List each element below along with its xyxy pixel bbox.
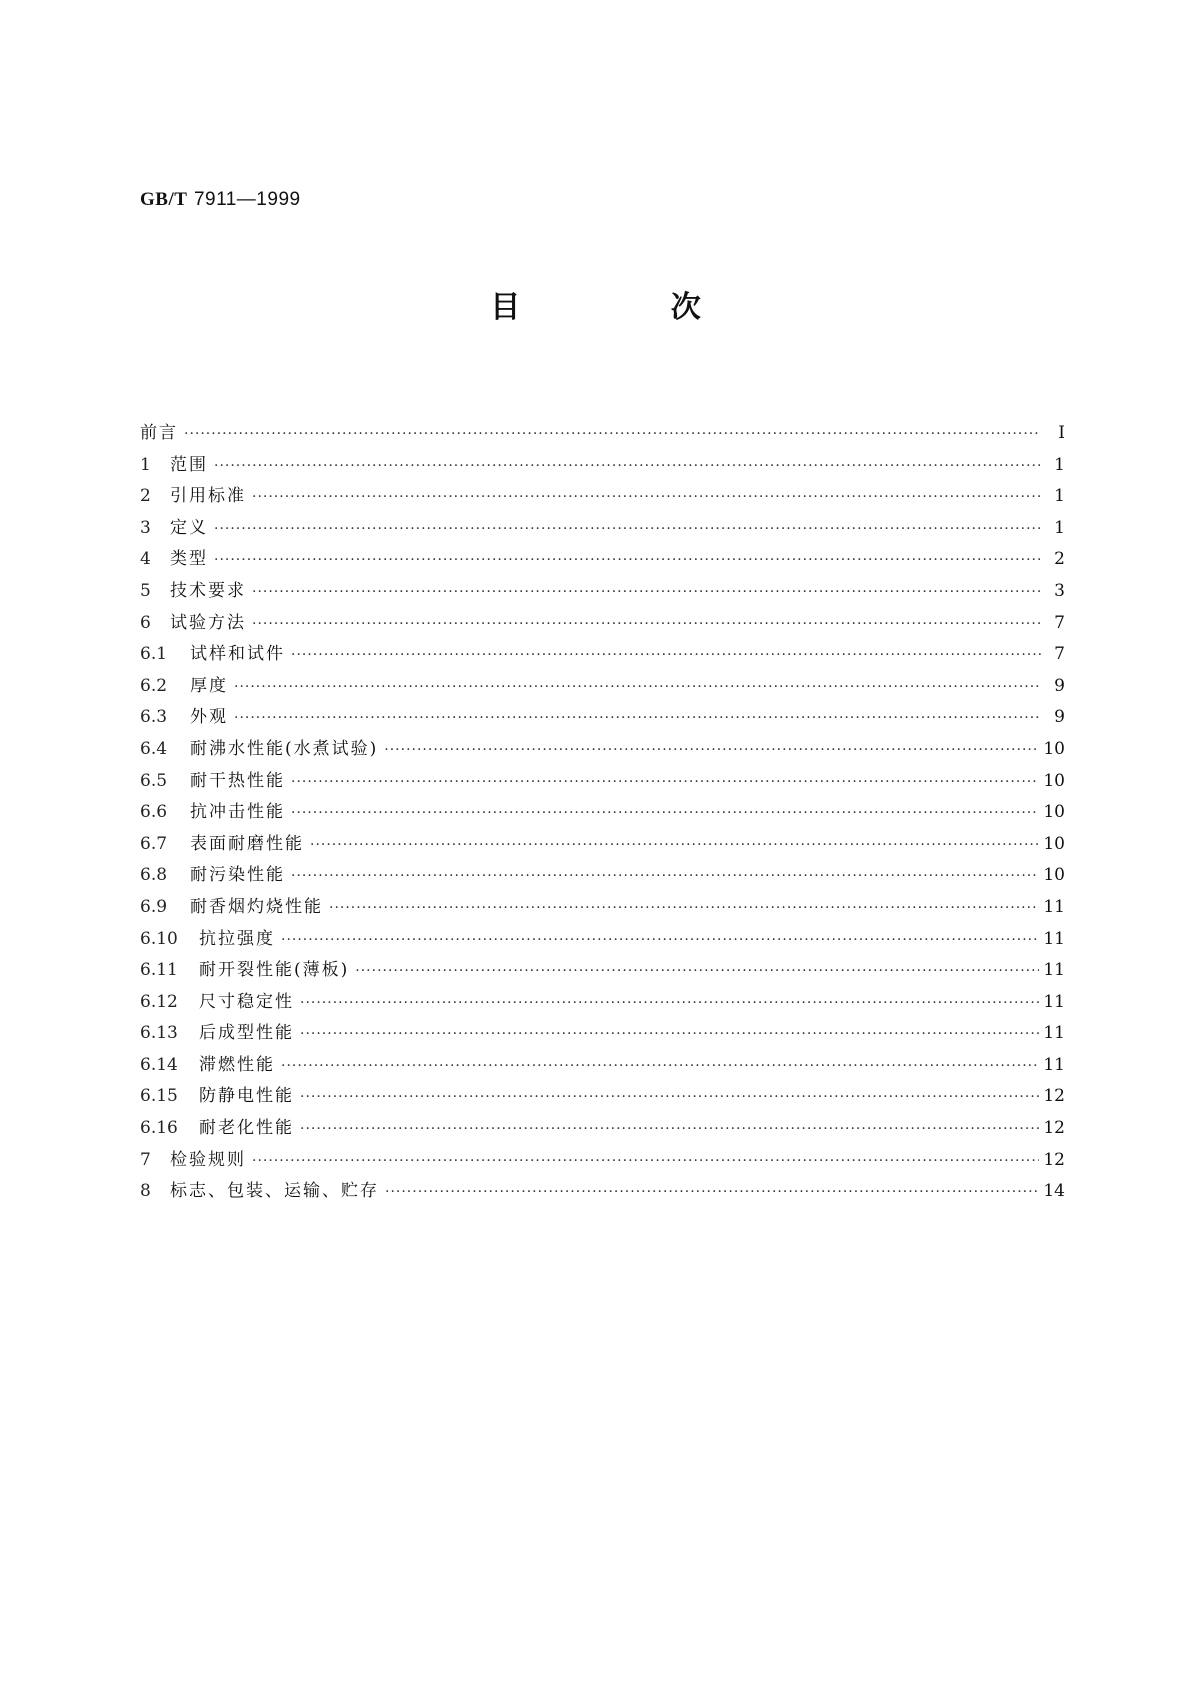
toc-entry[interactable]: [140, 797, 1065, 829]
toc-entry-page: 10: [1043, 833, 1065, 854]
toc-entry[interactable]: [140, 892, 1065, 924]
toc-entry[interactable]: [140, 1081, 1065, 1113]
toc-entry-label: 抗拉强度: [199, 928, 275, 949]
toc-entry-label: 抗冲击性能: [190, 802, 285, 823]
toc-entry-page: 11: [1043, 960, 1065, 981]
toc-dot-leader: [281, 932, 1039, 948]
toc-entry-label: 耐干热性能: [190, 770, 285, 791]
toc-entry[interactable]: [140, 829, 1065, 861]
toc-entry-label: 防静电性能: [199, 1086, 294, 1107]
toc-entry-page: 12: [1043, 1086, 1065, 1107]
toc-entry-page: 1: [1054, 486, 1065, 507]
toc-entry-label: 检验规则: [170, 1149, 246, 1170]
standard-code: [140, 188, 301, 211]
toc-entry-number: 6.15: [140, 1086, 178, 1107]
toc-entry[interactable]: [140, 576, 1065, 608]
toc-entry-number: 6.11: [140, 960, 178, 981]
toc-entry-label: 范围: [170, 454, 208, 475]
toc-entry-page: 9: [1054, 707, 1065, 728]
toc-entry[interactable]: [140, 1145, 1065, 1177]
toc-entry[interactable]: [140, 955, 1065, 987]
toc-entry-number: 7: [140, 1149, 151, 1170]
toc-entry-page: 10: [1043, 865, 1065, 886]
toc-entry-label: 耐香烟灼烧性能: [190, 896, 323, 917]
toc-entry[interactable]: [140, 1176, 1065, 1208]
toc-entry-label: 耐污染性能: [190, 865, 285, 886]
toc-entry-page: 12: [1043, 1149, 1065, 1170]
toc-entry-number: 6.5: [140, 770, 168, 791]
toc-entry-label: 耐老化性能: [199, 1118, 294, 1139]
toc-entry-number: 6.14: [140, 1054, 178, 1075]
toc-dot-leader: [252, 616, 1041, 632]
toc-entry-label: 耐开裂性能(薄板): [199, 960, 350, 981]
toc-dot-leader: [234, 710, 1041, 726]
toc-entry[interactable]: [140, 924, 1065, 956]
toc-entry[interactable]: [140, 481, 1065, 513]
toc-entry-page: 7: [1054, 612, 1065, 633]
table-of-contents: [140, 418, 1065, 1208]
toc-entry-page: I: [1058, 423, 1065, 443]
toc-dot-leader: [291, 774, 1039, 790]
toc-entry-number: 6.9: [140, 896, 168, 917]
toc-entry[interactable]: [140, 450, 1065, 482]
toc-entry[interactable]: [140, 1050, 1065, 1082]
toc-entry[interactable]: [140, 1113, 1065, 1145]
toc-entry-page: 11: [1043, 928, 1065, 949]
toc-entry-label: 表面耐磨性能: [190, 833, 304, 854]
toc-entry-label: 厚度: [190, 675, 228, 696]
toc-entry-label: 滞燃性能: [199, 1054, 275, 1075]
toc-dot-leader: [214, 521, 1041, 537]
toc-entry-number: 6.13: [140, 1023, 178, 1044]
toc-dot-leader: [384, 742, 1039, 758]
toc-entry-number: 6.7: [140, 833, 168, 854]
toc-entry-page: 1: [1054, 454, 1065, 475]
toc-dot-leader: [300, 1026, 1039, 1042]
toc-entry-number: 6.6: [140, 802, 168, 823]
toc-dot-leader: [214, 552, 1041, 568]
standard-prefix: GB/T: [140, 189, 188, 210]
toc-entry-label: 类型: [170, 549, 208, 570]
toc-dot-leader: [329, 900, 1039, 916]
toc-entry-number: 5: [140, 580, 151, 601]
standard-number: 7911—1999: [193, 189, 301, 210]
toc-entry-page: 1: [1054, 517, 1065, 538]
toc-entry-page: 12: [1043, 1118, 1065, 1139]
toc-entry-label: 试验方法: [170, 612, 246, 633]
toc-entry[interactable]: [140, 1018, 1065, 1050]
toc-entry-page: 9: [1054, 675, 1065, 696]
toc-entry[interactable]: [140, 766, 1065, 798]
toc-entry[interactable]: [140, 418, 1065, 450]
toc-entry-page: 11: [1043, 991, 1065, 1012]
toc-dot-leader: [310, 837, 1039, 853]
toc-entry-page: 11: [1043, 1054, 1065, 1075]
toc-entry-number: 6.12: [140, 991, 178, 1012]
toc-entry-number: 2: [140, 486, 151, 507]
toc-dot-leader: [252, 489, 1041, 505]
toc-entry[interactable]: [140, 513, 1065, 545]
toc-entry-number: 6.1: [140, 644, 168, 665]
toc-dot-leader: [234, 679, 1041, 695]
toc-entry-label: 外观: [190, 707, 228, 728]
toc-entry-number: 6.2: [140, 675, 168, 696]
toc-dot-leader: [184, 426, 1041, 442]
toc-dot-leader: [252, 1153, 1039, 1169]
toc-entry[interactable]: [140, 860, 1065, 892]
toc-dot-leader: [355, 963, 1039, 979]
toc-entry-label: 引用标准: [170, 486, 246, 507]
toc-dot-leader: [300, 1121, 1039, 1137]
toc-dot-leader: [214, 458, 1041, 474]
toc-entry-label: 后成型性能: [199, 1023, 294, 1044]
toc-entry[interactable]: [140, 544, 1065, 576]
toc-entry-label: 前言: [140, 423, 178, 443]
toc-entry-label: 耐沸水性能(水煮试验): [190, 738, 379, 759]
toc-entry-number: 6.16: [140, 1118, 178, 1139]
toc-entry-page: 11: [1043, 896, 1065, 917]
toc-entry-number: 8: [140, 1181, 151, 1202]
toc-entry-label: 定义: [170, 517, 208, 538]
toc-dot-leader: [300, 1089, 1039, 1105]
toc-entry-label: 试样和试件: [190, 644, 285, 665]
toc-entry-number: 6.8: [140, 865, 168, 886]
toc-entry-label: 标志、包装、运输、贮存: [170, 1181, 379, 1202]
toc-entry-number: 4: [140, 549, 151, 570]
page-title: 目 次: [490, 290, 771, 325]
toc-entry-label: 技术要求: [170, 580, 246, 601]
toc-dot-leader: [291, 868, 1039, 884]
toc-entry-number: 1: [140, 454, 151, 475]
toc-dot-leader: [252, 584, 1041, 600]
toc-dot-leader: [291, 805, 1039, 821]
toc-dot-leader: [300, 995, 1039, 1011]
toc-dot-leader: [291, 647, 1041, 663]
toc-entry-page: 2: [1054, 549, 1065, 570]
toc-entry-page: 11: [1043, 1023, 1065, 1044]
toc-entry[interactable]: [140, 702, 1065, 734]
toc-entry-label: 尺寸稳定性: [199, 991, 294, 1012]
toc-entry-number: 6.10: [140, 928, 178, 949]
toc-entry-page: 10: [1043, 738, 1065, 759]
toc-entry-page: 14: [1043, 1181, 1065, 1202]
toc-entry[interactable]: [140, 987, 1065, 1019]
toc-entry-number: 6.4: [140, 738, 168, 759]
toc-entry-page: 7: [1054, 644, 1065, 665]
toc-entry-page: 10: [1043, 770, 1065, 791]
toc-entry-number: 3: [140, 517, 151, 538]
toc-dot-leader: [281, 1058, 1039, 1074]
toc-entry-page: 10: [1043, 802, 1065, 823]
toc-entry[interactable]: [140, 608, 1065, 640]
toc-entry[interactable]: [140, 734, 1065, 766]
toc-dot-leader: [385, 1184, 1039, 1200]
toc-entry[interactable]: [140, 671, 1065, 703]
toc-entry[interactable]: [140, 639, 1065, 671]
toc-entry-number: 6.3: [140, 707, 168, 728]
toc-entry-number: 6: [140, 612, 151, 633]
toc-entry-page: 3: [1054, 580, 1065, 601]
